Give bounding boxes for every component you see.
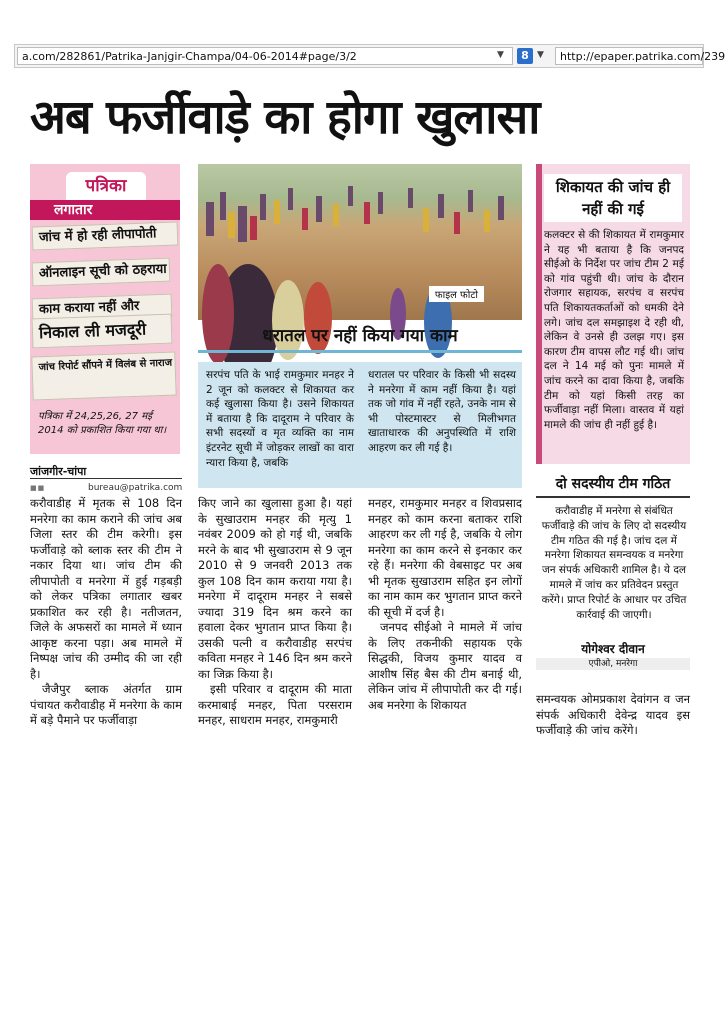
divider bbox=[30, 478, 182, 479]
promo-box bbox=[30, 164, 180, 454]
divider bbox=[536, 496, 690, 498]
article-col-2 bbox=[198, 496, 352, 729]
page-headline: अब फर्जीवाड़े का होगा खुलासा bbox=[30, 90, 540, 145]
article-paragraph: इसी परिवार व दादूराम की माता करमाबाई मनहर, पिता परसराम मनहर, साधराम मनहर, रामकुमारी bbox=[198, 682, 352, 727]
foreground-workers bbox=[198, 234, 522, 320]
photo-headline: धरातल पर नहीं किया गया काम bbox=[262, 326, 458, 346]
highlight-col-1: सरपंच पति के भाई रामकुमार मनहर ने 2 जून को कलक्टर से शिकायत कर कई खुलासा किया है। उसने शिकायत में बताया है कि दादूराम ने परिवार के सभी सदस्यों व मृत व्यक्ति का नाम इंटरनेट सूची में जोड़कर लाखों का वारा न्यारा किया है, जबकि bbox=[206, 369, 354, 469]
sidebar-accent-bar bbox=[536, 164, 542, 464]
promo-clip: ऑनलाइन सूची को ठहराया bbox=[32, 258, 171, 287]
promo-caption: पत्रिका में 24,25,26, 27 मई 2014 को प्रकाशित किया गया था। bbox=[38, 411, 167, 436]
divider bbox=[198, 350, 522, 353]
highlight-col-2: धरातल पर परिवार के किसी भी सदस्य ने मनरेगा में काम नहीं किया है। यहां तक जो गांव में नहीं रहते, उनके नाम से भी पोस्टमास्टर से मिलीभगत खाताधारक की अनुपस्थिति में राशि आहरण कर ली गई है। bbox=[368, 369, 516, 454]
article-col-1 bbox=[30, 496, 182, 729]
search-engine-dropdown-icon[interactable]: ▼ bbox=[537, 50, 544, 60]
dateline: जांजगीर-चांपा bbox=[30, 465, 87, 478]
address-dropdown-icon[interactable]: ▼ bbox=[497, 50, 504, 60]
article-paragraph: करौवाडीह में मृतक से 108 दिन मनरेगा का काम कराने की जांच अब जिला स्तर की टीम करेगी। इस फर्जीवाड़े को ब्लाक स्तर की टीम ने नकार दिया था। जांच टीम की लीपापोती व मनरेगा में हुई गड़बड़ी को लेकर पत्रिका लगातार खबर प्रकाशित कर रही है। नतीजतन, जिले के अफसरों का मामले में ध्यान आकृष्ट करना पड़ा। अब मामले में निष्पक्ष जांच की उम्मीद की जा रही है। bbox=[30, 496, 182, 681]
sidebar-2-title: दो सदस्यीय टीम गठित bbox=[555, 476, 671, 492]
promo-clip: काम कराया नहीं और bbox=[32, 294, 173, 323]
google-icon: 8 bbox=[517, 48, 533, 64]
bureau-email: bureau@patrika.com bbox=[88, 483, 183, 493]
promo-tag: लगातार bbox=[30, 200, 180, 220]
sidebar-2-author: योगेश्वर दीवान bbox=[581, 642, 645, 656]
decorative-squares: ■■ bbox=[30, 484, 46, 492]
sidebar-1-title: शिकायत की जांच ही नहीं की गई bbox=[544, 174, 682, 222]
promo-clip: निकाल ली मजदूरी bbox=[32, 314, 173, 349]
crowd-figures bbox=[198, 182, 522, 242]
sidebar-2-text: करौवाडीह में मनरेगा से संबंधित फर्जीवाड़े की जांच के लिए दो सदस्यीय टीम गठित की गई है। जांच दल में मनरेगा शिकायत समन्वयक व मनरेगा जन संपर्क अधिकारी शामिल है। ये दल मामले में जांच कर प्रतिवेदन प्रस्तुत करेंगे। प्राप्त रिपोर्ट के आधार पर उचित कार्रवाई की जाएगी। bbox=[541, 505, 687, 621]
highlight-box bbox=[198, 362, 522, 488]
field-photo bbox=[198, 164, 522, 320]
article-col-3 bbox=[368, 496, 522, 713]
article-paragraph: मनहर, रामकुमार मनहर व शिवप्रसाद मनहर को काम करना बताकर राशि आहरण कर ली गई है, जबकि ये लोग मनरेगा का काम करने से इनकार कर रहे हैं। मनरेगा की वेबसाइट पर अब भी मृतक सुखाउराम सहित इन लोगों का नाम काम कर भुगतान प्राप्त करने की सूची में दर्ज है। bbox=[368, 496, 522, 619]
photo-caption: फाइल फोटो bbox=[429, 286, 484, 302]
promo-clip: जांच रिपोर्ट सौंपने में विलंब से नाराज bbox=[31, 352, 176, 401]
article-paragraph: जनपद सीईओ ने मामले में जांच के लिए तकनीकी सहायक एके सिद्धकी, विजय कुमार यादव व आशीष सिंह बैस की टीम बनाई थी, लेकिन जांच में लीपापोती कर दी गई। अब मनरेगा के शिकायत bbox=[368, 620, 522, 712]
sidebar-box-1 bbox=[536, 164, 690, 464]
article-paragraph: जैजैपुर ब्लाक अंतर्गत ग्राम पंचायत करौवाडीह में मनरेगा के काम में बड़े पैमाने पर फर्जीवाड़ा bbox=[30, 682, 182, 727]
sidebar-1-text: कलक्टर से की शिकायत में रामकुमार ने यह भी बताया है कि जनपद सीईओ के निर्देश पर जांच टीम 2 मई को गांव पहुंची थी। जांच के दौरान रोजगार सहायक, सरपंच व सरपंच पति शिकायतकर्ताओं को धमकी देने लगे। जांच दल समझाइश दे रही थी, लेकिन वे उनसे ही उलझ गए। इस कारण टीम वापस लौट गई थी। जांच दल ने 14 मई को पुनः मामले में जांच करने का दावा किया है, जबकि टीम को यहां किसी तरह का फर्जीवाड़ा नहीं मिला। वास्तव में यहां मामले की जांच ही नहीं हुई है। bbox=[544, 229, 684, 431]
promo-clip: जांच में हो रही लीपापोती bbox=[32, 221, 179, 250]
search-engine-button[interactable] bbox=[517, 48, 553, 64]
sidebar-2-footer: समन्वयक ओमप्रकाश देवांगन व जन संपर्क अधिकारी देवेन्द्र यादव इस फर्जीवाड़े की जांच करेंगे। bbox=[536, 692, 690, 737]
second-address-bar[interactable]: http://epaper.patrika.com/239 bbox=[555, 47, 703, 65]
article-paragraph: किए जाने का खुलासा हुआ है। यहां के सुखाउराम मनहर की मृत्यु 1 नवंबर 2009 को हो गई थी, जबकि मरने के बाद भी सुखाउराम से 9 जून 2010 से 9 जनवरी 2013 तक कुल 108 दिन काम कराया गया है। मनरेगा में दादूराम मनहर ने सबसे ज्यादा 319 दिन श्रम करने का हवाला देकर भुगतान प्राप्त किया है। उसकी पत्नी व करौवाडीह सरपंच कविता मनहर ने 146 दिन श्रम करने का जिक्र किया है। bbox=[198, 496, 352, 681]
promo-brand: पत्रिका bbox=[66, 172, 146, 200]
sidebar-2-role: एपीओ, मनरेगा bbox=[536, 658, 690, 670]
browser-toolbar bbox=[14, 44, 725, 68]
address-bar[interactable]: a.com/282861/Patrika-Janjgir-Champa/04-06-2014#page/3/2 bbox=[17, 47, 513, 65]
